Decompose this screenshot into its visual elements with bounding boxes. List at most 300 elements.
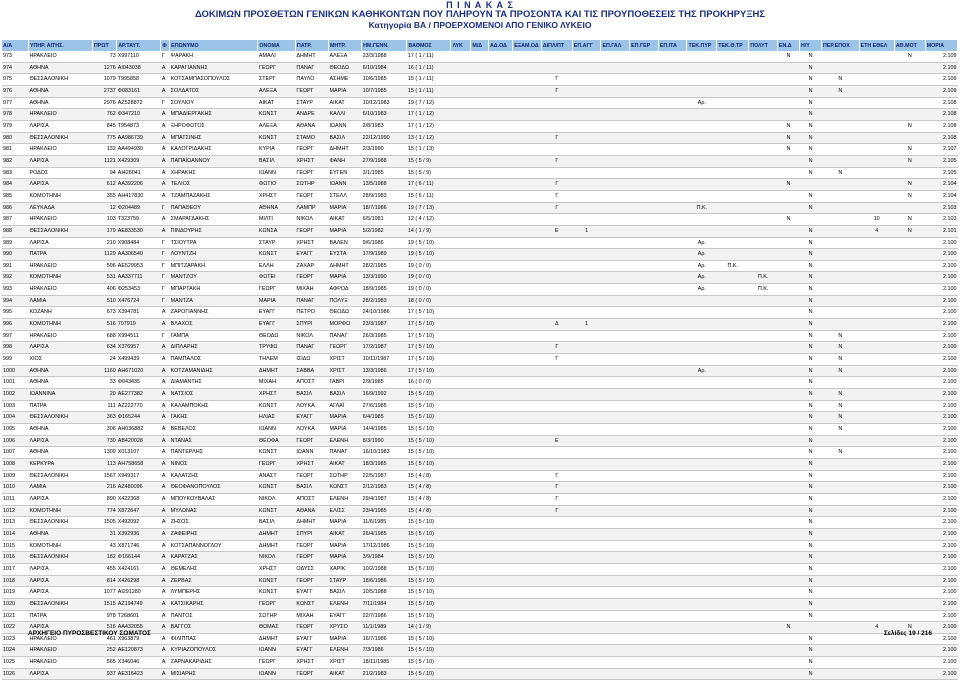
- table-cell: ΓΕΩΡΓ: [295, 190, 328, 202]
- table-cell: [513, 179, 542, 191]
- table-cell: [894, 493, 925, 505]
- table-cell: [687, 377, 717, 389]
- table-cell: [658, 505, 687, 517]
- table-cell: [658, 389, 687, 401]
- table-cell: [488, 272, 512, 284]
- table-cell: ΓΕΩΡΓ: [295, 668, 328, 680]
- table-cell: Α: [161, 622, 170, 634]
- table-cell: ΗΡΑΚΛΕΙΟ: [28, 645, 92, 657]
- table-row: [2, 365, 958, 377]
- table-cell: [630, 528, 659, 540]
- table-cell: 2.108: [925, 132, 957, 144]
- table-cell: 15 ( 5 / 10): [407, 552, 451, 564]
- table-cell: [601, 587, 630, 599]
- table-cell: [488, 155, 512, 167]
- table-cell: 2.104: [925, 190, 957, 202]
- table-cell: Γ: [541, 354, 572, 366]
- table-cell: [658, 342, 687, 354]
- table-cell: [717, 330, 749, 342]
- table-cell: ΙΩΑΝΝ: [295, 447, 328, 459]
- table-cell: ΜΠΑΤΣΙΝΗΣ: [170, 132, 258, 144]
- table-cell: [572, 645, 601, 657]
- table-cell: Α: [161, 377, 170, 389]
- table-cell: ΠΑΝΑΓ: [295, 295, 328, 307]
- table-cell: [777, 272, 799, 284]
- table-cell: ΚΩΝΣΤ: [258, 249, 296, 261]
- table-cell: [471, 365, 489, 377]
- table-cell: [572, 633, 601, 645]
- table-cell: [658, 528, 687, 540]
- table-cell: ΦΙΛΙΠΠΑΣ: [170, 633, 258, 645]
- table-cell: 2.100: [925, 342, 957, 354]
- column-header: ΛΥΚ: [451, 40, 471, 51]
- table-cell: 2.108: [925, 109, 957, 121]
- table-cell: [513, 295, 542, 307]
- table-cell: [687, 482, 717, 494]
- table-cell: [894, 260, 925, 272]
- table-cell: [541, 424, 572, 436]
- table-cell: 510: [92, 295, 116, 307]
- table-cell: [601, 412, 630, 424]
- table-cell: 13/3/1986: [362, 365, 407, 377]
- table-cell: [687, 330, 717, 342]
- table-cell: Γ: [161, 260, 170, 272]
- table-cell: ΠΕΤΡΟ: [295, 307, 328, 319]
- table-row: [2, 424, 958, 436]
- table-cell: 2.104: [925, 179, 957, 191]
- table-cell: Α: [161, 435, 170, 447]
- table-cell: [658, 202, 687, 214]
- table-cell: Ν: [799, 377, 821, 389]
- table-cell: [488, 447, 512, 459]
- table-cell: [777, 237, 799, 249]
- table-cell: Χ997110: [117, 51, 161, 62]
- table-cell: [630, 389, 659, 401]
- table-cell: [572, 482, 601, 494]
- table-cell: [513, 51, 542, 62]
- table-cell: [630, 482, 659, 494]
- table-cell: Γ: [541, 85, 572, 97]
- table-cell: [451, 307, 471, 319]
- table-cell: [859, 575, 894, 587]
- table-cell: 10/6/1985: [362, 74, 407, 86]
- table-cell: 2.100: [925, 517, 957, 529]
- table-cell: [572, 330, 601, 342]
- table-cell: 18/7/1986: [362, 202, 407, 214]
- table-cell: 978: [92, 610, 116, 622]
- table-cell: ΑΝΔΡΕ: [295, 109, 328, 121]
- table-cell: [687, 179, 717, 191]
- table-cell: [541, 575, 572, 587]
- table-cell: Ν: [799, 202, 821, 214]
- table-cell: [717, 622, 749, 634]
- table-cell: [471, 62, 489, 74]
- table-cell: [513, 435, 542, 447]
- table-cell: Ν: [799, 552, 821, 564]
- table-cell: 43: [92, 540, 116, 552]
- table-cell: 17 ( 6 / 11): [407, 179, 451, 191]
- table-cell: 1004: [2, 412, 28, 424]
- table-cell: [513, 668, 542, 680]
- table-cell: [601, 505, 630, 517]
- table-cell: [513, 540, 542, 552]
- table-cell: ΑΙ291280: [117, 587, 161, 599]
- table-cell: 987: [2, 214, 28, 226]
- column-header: ΕΤΗ ΕΘΕΛ: [859, 40, 894, 51]
- table-cell: [601, 214, 630, 226]
- table-cell: ΣΩΤΗΡ: [295, 179, 328, 191]
- table-cell: [687, 633, 717, 645]
- table-cell: [572, 190, 601, 202]
- table-cell: [859, 552, 894, 564]
- table-cell: 1016: [2, 552, 28, 564]
- table-cell: ΙΩΑΝΝ: [329, 179, 362, 191]
- table-cell: 26/4/1985: [362, 528, 407, 540]
- table-cell: [572, 295, 601, 307]
- table-cell: 2.100: [925, 575, 957, 587]
- table-cell: 12 ( 4 / 12): [407, 214, 451, 226]
- table-cell: [630, 85, 659, 97]
- table-cell: [658, 435, 687, 447]
- table-cell: [717, 342, 749, 354]
- table-cell: ΛΑΡΙΣΑ: [28, 155, 92, 167]
- table-cell: [658, 132, 687, 144]
- table-cell: [717, 179, 749, 191]
- table-cell: 2.108: [925, 97, 957, 109]
- table-cell: ΗΡΑΚΛΕΙΟ: [28, 284, 92, 296]
- table-cell: 15 ( 1 / 11): [407, 74, 451, 86]
- table-cell: [471, 575, 489, 587]
- table-cell: ΑΒ420028: [117, 435, 161, 447]
- table-cell: Χ872647: [117, 505, 161, 517]
- table-cell: [658, 598, 687, 610]
- table-cell: 27/6/1985: [362, 400, 407, 412]
- table-cell: [777, 249, 799, 261]
- table-cell: 19 ( 7 / 12): [407, 97, 451, 109]
- table-cell: [658, 120, 687, 132]
- table-cell: Α: [161, 528, 170, 540]
- table-cell: ΕΛΕΝΗ: [329, 645, 362, 657]
- table-cell: Ν: [799, 645, 821, 657]
- table-cell: [541, 563, 572, 575]
- table-cell: [687, 517, 717, 529]
- table-cell: [777, 260, 799, 272]
- table-cell: [717, 610, 749, 622]
- table-cell: Α: [161, 62, 170, 74]
- table-cell: 985: [2, 190, 28, 202]
- table-cell: [601, 668, 630, 680]
- table-cell: ΠΑΠΑΘΕΟΥ: [170, 202, 258, 214]
- table-cell: [658, 249, 687, 261]
- table-cell: [822, 319, 860, 331]
- table-cell: [717, 97, 749, 109]
- table-cell: [894, 97, 925, 109]
- table-cell: ΓΑΒΡΙ: [329, 377, 362, 389]
- table-cell: Αρ.: [687, 260, 717, 272]
- table-cell: ΨΑΡΑΚΗ: [170, 51, 258, 62]
- table-cell: ΝΙΚΟΛ: [258, 493, 296, 505]
- table-cell: [513, 622, 542, 634]
- table-cell: ΕΥΑΓΓ: [329, 610, 362, 622]
- table-cell: [541, 528, 572, 540]
- table-cell: [513, 377, 542, 389]
- table-cell: ΕΥΣΤΑ: [329, 249, 362, 261]
- table-cell: [471, 505, 489, 517]
- table-cell: ΣΜΑΡΑΓΔΑΚΗΣ: [170, 214, 258, 226]
- table-cell: Α: [161, 214, 170, 226]
- table-cell: [471, 284, 489, 296]
- table-cell: 23/3/1987: [362, 319, 407, 331]
- table-cell: [488, 295, 512, 307]
- table-cell: 8/3/1990: [362, 435, 407, 447]
- table-cell: [777, 155, 799, 167]
- table-cell: 15 ( 5 / 10): [407, 447, 451, 459]
- table-cell: [717, 482, 749, 494]
- table-cell: 1023: [2, 633, 28, 645]
- table-cell: [749, 377, 778, 389]
- table-cell: ΜΠΙΤΖΑΡΑΚΗ: [170, 260, 258, 272]
- table-cell: [777, 517, 799, 529]
- table-cell: [749, 155, 778, 167]
- table-cell: [630, 319, 659, 331]
- table-cell: Γ: [541, 190, 572, 202]
- table-cell: ΚΟΖΑΝΗ: [28, 307, 92, 319]
- table-cell: [777, 307, 799, 319]
- table-cell: Ν: [799, 668, 821, 680]
- table-cell: ΑΘΗΝΑ: [28, 97, 92, 109]
- table-cell: 5/2/1982: [362, 225, 407, 237]
- table-cell: [749, 657, 778, 669]
- table-cell: 216: [92, 482, 116, 494]
- table-cell: ΝΤΑΝΑΣ: [170, 435, 258, 447]
- column-header: ΕΠΩΝΥΜΟ: [170, 40, 258, 51]
- table-cell: [717, 563, 749, 575]
- table-cell: [451, 225, 471, 237]
- table-cell: Α: [161, 179, 170, 191]
- table-cell: [894, 517, 925, 529]
- table-cell: Γ: [541, 155, 572, 167]
- table-cell: ΓΕΩΡΓ: [258, 458, 296, 470]
- table-cell: [717, 272, 749, 284]
- table-cell: 73: [92, 51, 116, 62]
- table-cell: ΠΟΛΥΞ: [329, 295, 362, 307]
- table-cell: 1567: [92, 470, 116, 482]
- table-cell: ΤΕΛΙΟΣ: [170, 179, 258, 191]
- table-cell: [471, 458, 489, 470]
- table-cell: [451, 412, 471, 424]
- table-cell: Α: [161, 365, 170, 377]
- table-cell: [717, 424, 749, 436]
- table-cell: Ν: [799, 295, 821, 307]
- table-cell: [630, 377, 659, 389]
- table-cell: [451, 214, 471, 226]
- table-cell: ΑΘΑΝΑ: [295, 505, 328, 517]
- table-cell: 2.100: [925, 552, 957, 564]
- table-cell: 634: [92, 342, 116, 354]
- table-cell: [658, 354, 687, 366]
- table-cell: [894, 505, 925, 517]
- table-cell: [717, 552, 749, 564]
- table-cell: [488, 622, 512, 634]
- table-cell: 2.100: [925, 563, 957, 575]
- table-cell: [451, 284, 471, 296]
- table-cell: [630, 330, 659, 342]
- table-cell: Ν: [822, 400, 860, 412]
- table-cell: Α: [161, 389, 170, 401]
- table-cell: Ν: [799, 190, 821, 202]
- table-cell: [777, 563, 799, 575]
- table-cell: ΧΡΙΣΤ: [329, 365, 362, 377]
- table-cell: 26/3/1985: [362, 330, 407, 342]
- table-cell: [630, 155, 659, 167]
- table-cell: 17 ( 5 / 10): [407, 365, 451, 377]
- table-cell: [658, 155, 687, 167]
- table-cell: [541, 389, 572, 401]
- table-cell: ΛΑΡΙΣΑ: [28, 575, 92, 587]
- table-cell: [601, 307, 630, 319]
- table-row: [2, 190, 958, 202]
- table-cell: ΑΑ432055: [117, 622, 161, 634]
- table-cell: ΓΕΩΡΓ: [258, 598, 296, 610]
- table-cell: [471, 598, 489, 610]
- table-cell: ΣΤΕΛΛ: [329, 190, 362, 202]
- table-cell: ΜΑΝΤΖΑ: [170, 295, 258, 307]
- table-cell: ΚΕΡΚΥΡΑ: [28, 458, 92, 470]
- table-cell: [749, 330, 778, 342]
- table-cell: [687, 295, 717, 307]
- table-cell: ΒΑΣΙΛ: [329, 389, 362, 401]
- table-cell: [630, 144, 659, 156]
- table-cell: 15 ( 5 / 10): [407, 587, 451, 599]
- table-cell: Τ954873: [117, 120, 161, 132]
- table-cell: ΤΖΑΜΠΑΖΑΚΗΣ: [170, 190, 258, 202]
- table-cell: Α: [161, 470, 170, 482]
- table-cell: [513, 633, 542, 645]
- table-cell: Αρ.: [687, 97, 717, 109]
- table-cell: [601, 354, 630, 366]
- table-cell: 28/9/1983: [362, 190, 407, 202]
- table-cell: [749, 668, 778, 680]
- table-cell: [687, 389, 717, 401]
- table-cell: 2976: [92, 97, 116, 109]
- table-cell: [658, 272, 687, 284]
- table-cell: ΚΥΡΙΑΖΟΠΟΥΛΟΣ: [170, 645, 258, 657]
- table-cell: Α: [161, 517, 170, 529]
- table-cell: Ν: [799, 132, 821, 144]
- table-cell: [799, 179, 821, 191]
- table-cell: [451, 610, 471, 622]
- table-cell: [630, 307, 659, 319]
- table-cell: ΒΛΑΧΟΣ: [170, 319, 258, 331]
- table-cell: [572, 389, 601, 401]
- table-cell: Γ: [541, 482, 572, 494]
- table-cell: [488, 493, 512, 505]
- table-cell: [777, 575, 799, 587]
- table-cell: 16/7/1986: [362, 633, 407, 645]
- table-cell: [541, 237, 572, 249]
- table-cell: ΠΑΤΡΑ: [28, 249, 92, 261]
- table-cell: [541, 214, 572, 226]
- table-cell: Α: [161, 563, 170, 575]
- table-cell: 1010: [2, 482, 28, 494]
- table-cell: [749, 575, 778, 587]
- table-cell: Ν: [822, 85, 860, 97]
- table-cell: ΝΙΝΟΣ: [170, 458, 258, 470]
- table-cell: Γ: [161, 51, 170, 62]
- table-cell: [471, 260, 489, 272]
- table-cell: Α: [161, 144, 170, 156]
- table-cell: [630, 179, 659, 191]
- table-cell: ΘΕΟΔΩ: [329, 307, 362, 319]
- table-cell: [630, 563, 659, 575]
- table-cell: Φ253453: [117, 284, 161, 296]
- table-cell: [822, 517, 860, 529]
- table-cell: 1079: [92, 74, 116, 86]
- table-cell: ΖΑΦΕΙΡΗΣ: [170, 528, 258, 540]
- table-cell: 2.100: [925, 458, 957, 470]
- table-cell: [717, 435, 749, 447]
- table-cell: [894, 645, 925, 657]
- table-cell: ΛΕΥΚΑΔΑ: [28, 202, 92, 214]
- table-cell: [541, 330, 572, 342]
- table-cell: [687, 400, 717, 412]
- table-cell: [471, 517, 489, 529]
- table-cell: [717, 668, 749, 680]
- table-cell: [687, 51, 717, 62]
- table-cell: ΛΑΡΙΣΑ: [28, 563, 92, 575]
- table-cell: [572, 622, 601, 634]
- table-cell: [717, 528, 749, 540]
- table-cell: 989: [2, 237, 28, 249]
- table-cell: [471, 155, 489, 167]
- table-cell: ΜΑΡΙΑ: [329, 85, 362, 97]
- table-cell: [717, 85, 749, 97]
- table-cell: ΠΑΜΠΑΛΟΣ: [170, 354, 258, 366]
- table-cell: 2.100: [925, 587, 957, 599]
- table-cell: [687, 458, 717, 470]
- table-cell: Ν: [799, 587, 821, 599]
- table-cell: [630, 167, 659, 179]
- table-cell: [658, 295, 687, 307]
- page-counter: Σελίδες 19 / 216: [883, 630, 932, 637]
- table-cell: [717, 598, 749, 610]
- table-cell: ΜΙΧΑΗ: [295, 284, 328, 296]
- table-cell: [658, 97, 687, 109]
- table-cell: [749, 424, 778, 436]
- table-cell: [717, 284, 749, 296]
- table-cell: Φ043435: [117, 377, 161, 389]
- table-cell: [601, 202, 630, 214]
- table-cell: [601, 249, 630, 261]
- table-cell: [471, 447, 489, 459]
- table-cell: 997: [2, 330, 28, 342]
- table-cell: [601, 517, 630, 529]
- table-cell: [451, 400, 471, 412]
- document-title: Π Ι Ν Α Κ Α Σ: [446, 0, 514, 10]
- table-cell: [572, 74, 601, 86]
- table-cell: Γ: [541, 74, 572, 86]
- table-cell: [687, 342, 717, 354]
- table-cell: [513, 505, 542, 517]
- table-cell: 19 ( 0 / 0): [407, 284, 451, 296]
- table-cell: ΚΑΛΛΙ: [329, 109, 362, 121]
- table-row: [2, 62, 958, 74]
- table-cell: [717, 633, 749, 645]
- table-cell: [777, 190, 799, 202]
- table-cell: [471, 225, 489, 237]
- table-cell: ΒΑΣΙΛ: [329, 587, 362, 599]
- table-cell: [687, 528, 717, 540]
